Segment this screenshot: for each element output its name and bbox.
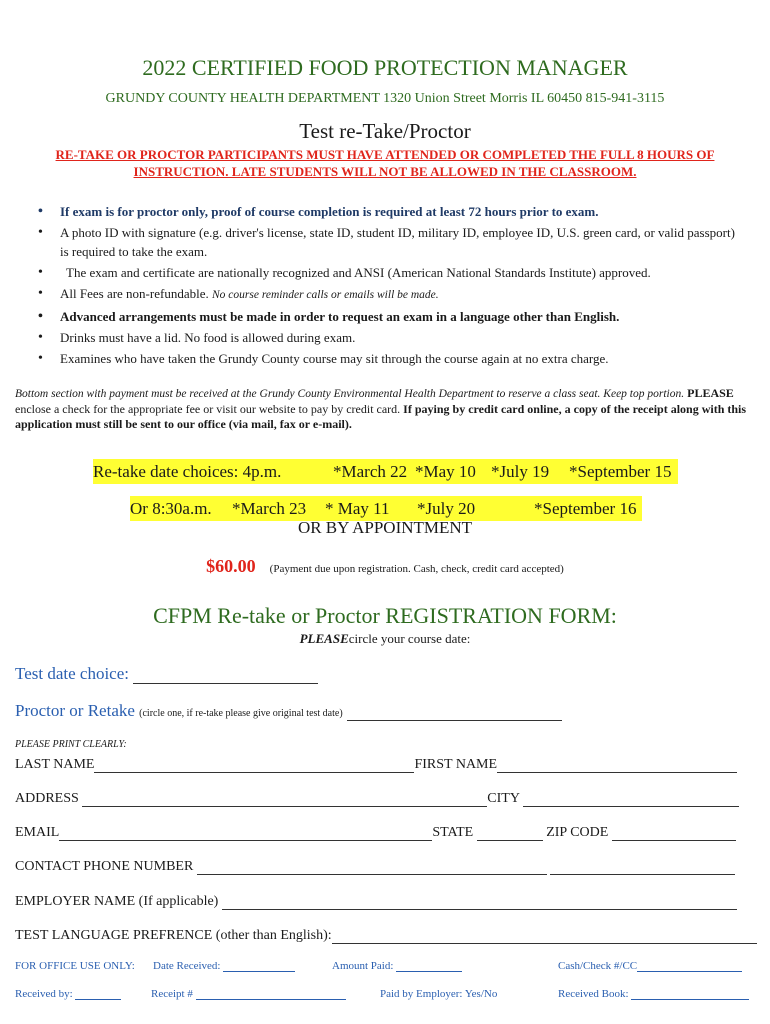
test-date-line[interactable]	[133, 669, 318, 684]
payment-note-bold: If paying by credit card online, a copy of the receipt along with this application must still be sent to our office (via mail, fax or e-mail).	[15, 402, 747, 431]
first-name-label: FIRST NAME	[414, 757, 498, 772]
pm-date: *March 22	[333, 462, 408, 481]
zip-label: ZIP CODE	[546, 825, 609, 840]
requirements-list	[38, 202, 738, 370]
am-date: *July 20	[417, 499, 476, 518]
employer-label: EMPLOYER NAME (If applicable)	[15, 894, 219, 909]
employer-row	[15, 894, 737, 910]
received-by-field	[15, 988, 121, 1000]
amount-paid-label: Amount Paid:	[332, 960, 394, 972]
am-date: *March 23	[232, 499, 307, 518]
office-use-label: FOR OFFICE USE ONLY:	[15, 960, 135, 972]
am-date: *September 16	[534, 499, 637, 518]
payment-note-please: PLEASE	[687, 386, 734, 400]
retake-label: Re-take date choices: 4p.m.	[93, 462, 282, 481]
address-row	[15, 791, 739, 807]
list-item	[38, 284, 738, 305]
last-name-label: LAST NAME	[15, 757, 95, 772]
date-received-label: Date Received:	[153, 960, 221, 972]
payment-note	[15, 386, 755, 432]
appointment-text: OR BY APPOINTMENT	[297, 518, 473, 537]
department-address: GRUNDY COUNTY HEALTH DEPARTMENT 1320 Union Street Morris IL 60450 815-941-3115	[105, 91, 665, 106]
payment-note-rest: enclose a check for the appropriate fee or visit our website to pay by credit card.	[15, 402, 401, 416]
test-date-label: Test date choice:	[15, 664, 129, 683]
state-label: STATE	[432, 825, 474, 840]
cash-check-label: Cash/Check #/CC	[558, 960, 638, 972]
phone-label: CONTACT PHONE NUMBER	[15, 859, 194, 874]
price: $60.00	[206, 556, 256, 576]
language-line[interactable]	[332, 929, 757, 944]
list-item: • The exam and certificate are nationally recognized and ANSI (American National Standards Institute) approved.	[38, 263, 738, 282]
payment-note-italic: Bottom section with payment must be received at the Grundy County Environmental Health Department to reserve a class seat. Keep top portion.	[15, 388, 685, 400]
receipt-field	[151, 988, 346, 1000]
list-item: • Examines who have taken the Grundy County course may sit through the course again at no extra charge.	[38, 349, 738, 368]
received-by-label: Received by:	[15, 988, 73, 1000]
amount-paid-line	[396, 960, 462, 972]
price-note: (Payment due upon registration. Cash, check, credit card accepted)	[269, 563, 564, 575]
am-date: * May 11	[325, 499, 390, 518]
name-row	[15, 757, 737, 773]
last-name-line[interactable]	[94, 758, 414, 773]
test-date-field[interactable]	[15, 664, 318, 684]
amount-paid-field	[332, 960, 462, 972]
phone-line[interactable]	[197, 860, 547, 875]
email-row	[15, 825, 736, 841]
email-line[interactable]	[59, 826, 432, 841]
first-name-line[interactable]	[497, 758, 737, 773]
state-line[interactable]	[477, 826, 543, 841]
proctor-note: (circle one, if re-take please give original test date)	[139, 708, 343, 719]
pm-date: *May 10	[415, 462, 476, 481]
address-label: ADDRESS	[15, 791, 79, 806]
city-label: CITY	[487, 791, 520, 806]
attendance-warning: RE-TAKE OR PROCTOR PARTICIPANTS MUST HAVE ATTENDED OR COMPLETED THE FULL 8 HOURS OF INSTRUCTION. LATE STUDENTS WILL NOT BE ALLOWED IN THE CLASSROOM.	[55, 147, 715, 179]
received-book-label: Received Book:	[558, 988, 629, 1000]
circle-text: circle your course date:	[348, 631, 471, 646]
pm-date-choices	[93, 459, 678, 484]
list-item: • A photo ID with signature (e.g. driver's license, state ID, student ID, military ID, employee ID, U.S. green card, or valid passport) is required to take the exam.	[38, 223, 738, 261]
paid-by-employer-label: Paid by Employer: Yes/No	[380, 988, 498, 1000]
phone-row	[15, 859, 735, 875]
cash-check-field	[558, 960, 742, 972]
page-subtitle: Test re-Take/Proctor	[299, 119, 471, 143]
price-row	[0, 556, 770, 577]
received-book-field	[558, 988, 749, 1000]
date-received-line	[223, 960, 295, 972]
reminder-text: No course reminder calls or emails will be made.	[211, 289, 439, 301]
original-test-date-line[interactable]	[347, 706, 562, 721]
receipt-line	[196, 988, 346, 1000]
list-item: • If exam is for proctor only, proof of course completion is required at least 72 hours prior to exam.	[38, 202, 738, 221]
form-title: CFPM Re-take or Proctor REGISTRATION FORM:	[153, 603, 617, 628]
email-label: EMAIL	[15, 825, 60, 840]
language-label: TEST LANGUAGE PREFRENCE (other than English):	[15, 928, 332, 943]
date-received-field	[153, 960, 295, 972]
fees-text: All Fees are non-refundable.	[60, 286, 209, 301]
pm-date: *July 19	[491, 462, 550, 481]
pm-date: *September 15	[569, 462, 672, 481]
zip-line[interactable]	[612, 826, 736, 841]
list-item: • Advanced arrangements must be made in order to request an exam in a language other than English.	[38, 307, 738, 326]
receipt-label: Receipt #	[151, 988, 193, 1000]
circle-please: PLEASE	[299, 631, 349, 646]
city-line[interactable]	[523, 792, 739, 807]
address-line[interactable]	[82, 792, 487, 807]
page-title: 2022 CERTIFIED FOOD PROTECTION MANAGER	[142, 55, 628, 80]
am-label: Or 8:30a.m.	[130, 499, 212, 518]
phone-line-2[interactable]	[550, 860, 735, 875]
proctor-retake-field[interactable]	[15, 701, 562, 721]
language-row	[15, 928, 757, 944]
proctor-label[interactable]: Proctor or Retake	[15, 701, 135, 720]
cash-check-line	[637, 960, 742, 972]
circle-note	[0, 631, 770, 647]
employer-line[interactable]	[222, 895, 737, 910]
print-clearly-note: PLEASE PRINT CLEARLY:	[15, 739, 127, 750]
received-book-line	[631, 988, 749, 1000]
received-by-line	[75, 988, 121, 1000]
list-item: • Drinks must have a lid. No food is allowed during exam.	[38, 328, 738, 347]
